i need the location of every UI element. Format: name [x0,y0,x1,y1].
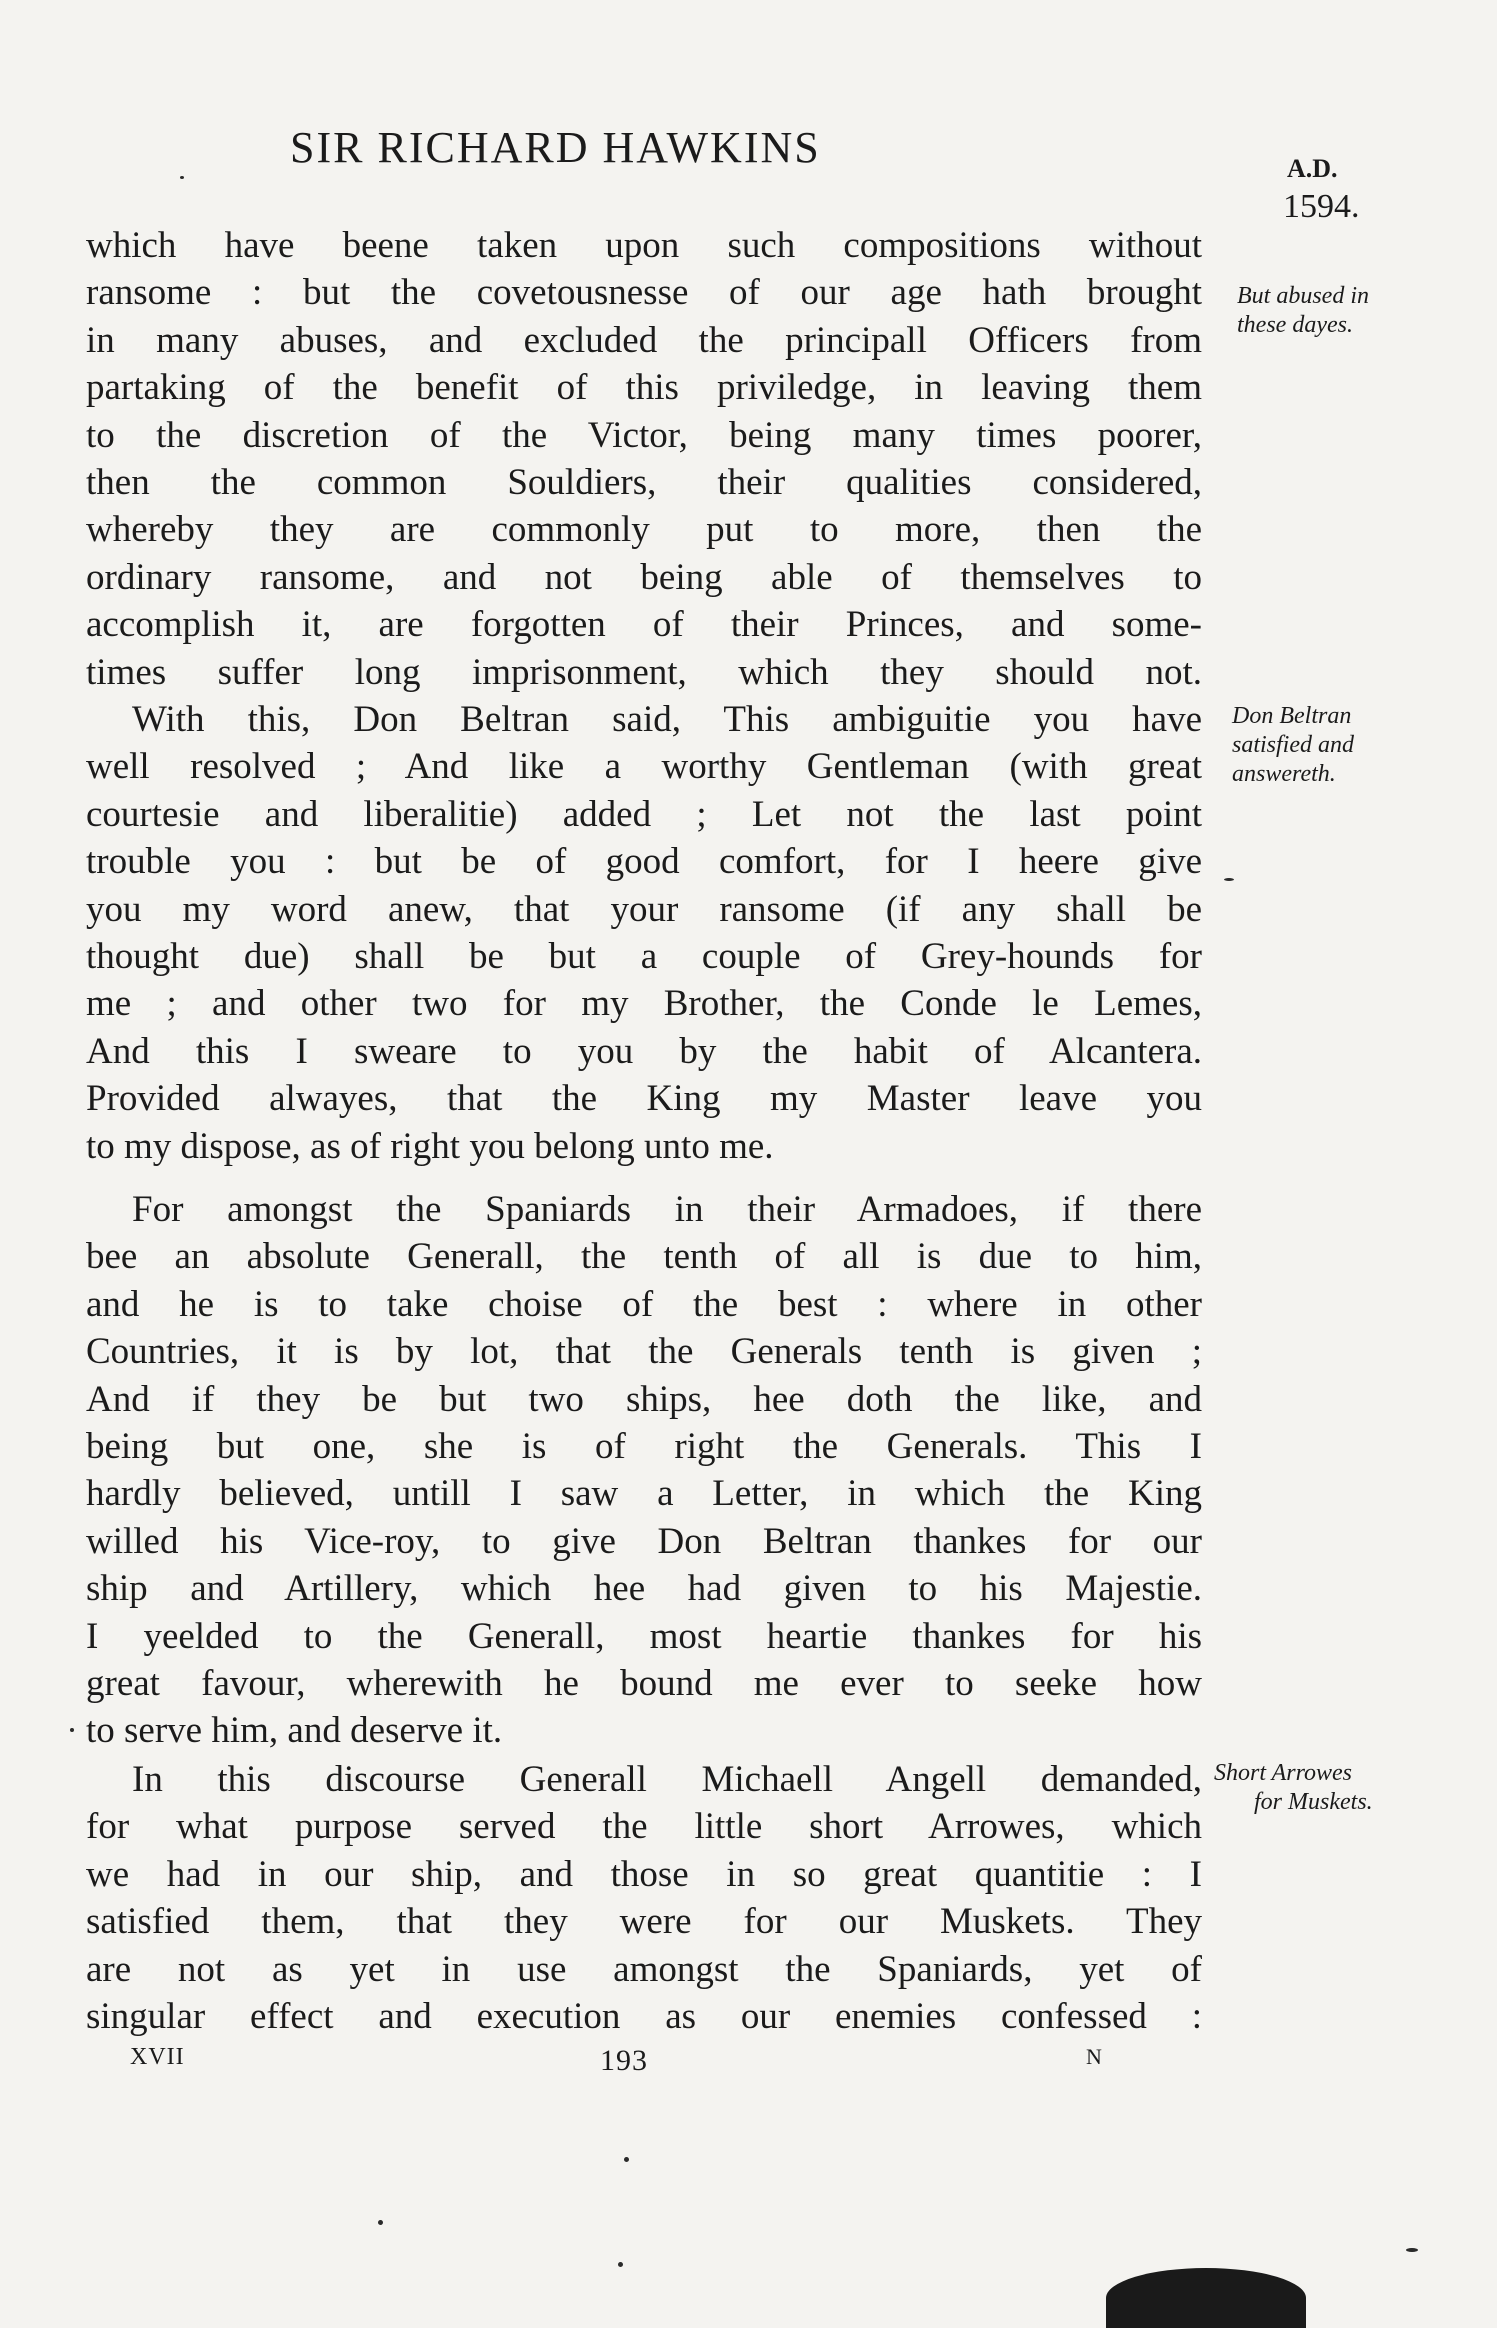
text-line: satisfied them, that they were for our Muskets. They [86,1901,1202,1943]
text-line: Countries, it is by lot, that the Generals tenth is given ; [86,1331,1202,1373]
scan-speck [180,176,184,179]
text-line: whereby they are commonly put to more, then the [86,509,1202,551]
note-line: But abused in [1237,283,1369,309]
scan-speck [70,1728,74,1732]
signature-letter: N [1086,2044,1103,2069]
year-label: 1594. [1283,188,1360,225]
text-line: you my word anew, that your ransome (if any shall be [86,888,1202,930]
text-line: in many abuses, and excluded the principall Officers from [86,319,1202,361]
text-line: being but one, she is of right the Generals. This I [86,1426,1202,1468]
text-line: For amongst the Spaniards in their Armadoes, if there [132,1189,1202,1230]
marginal-note-abuses [1237,282,1369,340]
text-line: trouble you : but be of good comfort, for I heere give [86,841,1202,883]
text-line: we had in our ship, and those in so great quantitie : I [86,1853,1202,1895]
text-line: ransome : but the covetousnesse of our age hath brought [86,272,1202,314]
paragraph-2 [86,696,1202,1170]
marginal-note-arrowes [1214,1759,1373,1817]
text-line: With this, Don Beltran said, This ambiguitie you have [132,699,1202,740]
note-line: Short Arrowes [1214,1760,1353,1786]
text-line: great favour, wherewith he bound me ever to seeke how [86,1663,1202,1705]
note-line: these dayes. [1237,312,1353,338]
text-line: singular effect and execution as our enemies confessed : [86,1996,1202,2038]
scan-speck [1406,2248,1418,2252]
scan-speck [1224,878,1234,881]
text-line: I yeelded to the Generall, most heartie thankes for his [86,1615,1202,1657]
text-line: In this discourse Generall Michaell Angell demanded, [132,1759,1202,1800]
text-line: And this I sweare to you by the habit of Alcantera. [86,1030,1202,1072]
note-line: answereth. [1232,761,1336,787]
text-line: hardly believed, untill I saw a Letter, in which the King [86,1473,1202,1515]
text-line: and he is to take choise of the best : where in other [86,1283,1202,1325]
date-margin [1283,150,1360,226]
text-line: ship and Artillery, which hee had given to his Majestie. [86,1568,1202,1610]
marginal-note-beltran [1232,702,1354,789]
text-line: to the discretion of the Victor, being many times poorer, [86,414,1202,456]
note-line: satisfied and [1232,732,1355,758]
paragraph-3 [86,1186,1202,1755]
scan-speck [618,2262,623,2267]
text-line: to my dispose, as of right you belong unto me. [86,1125,774,1167]
text-line: are not as yet in use amongst the Spaniards, yet of [86,1948,1202,1990]
text-line: to serve him, and deserve it. [86,1710,503,1752]
text-line: times suffer long imprisonment, which they should not. [86,651,1202,693]
text-line: courtesie and liberalitie) added ; Let not the last point [86,793,1202,835]
text-line: me ; and other two for my Brother, the Conde le Lemes, [86,983,1202,1025]
era-label: A.D. [1287,154,1338,183]
text-line: ordinary ransome, and not being able of themselves to [86,556,1202,598]
text-line: accomplish it, are forgotten of their Princes, and some- [86,604,1202,646]
note-line: for Muskets. [1254,1789,1373,1815]
scan-shadow [1106,2268,1306,2328]
text-line: thought due) shall be but a couple of Grey-hounds for [86,936,1202,978]
text-line: willed his Vice-roy, to give Don Beltran thankes for our [86,1520,1202,1562]
scan-speck [378,2220,383,2225]
text-line: partaking of the benefit of this priviledge, in leaving them [86,367,1202,409]
note-line: Don Beltran [1232,703,1352,729]
text-line: bee an absolute Generall, the tenth of all is due to him, [86,1236,1202,1278]
text-line: And if they be but two ships, hee doth the like, and [86,1378,1202,1420]
running-title: SIR RICHARD HAWKINS [290,123,821,172]
text-line: for what purpose served the little short Arrowes, which [86,1806,1202,1848]
text-line: then the common Souldiers, their qualities considered, [86,462,1202,504]
text-line: Provided alwayes, that the King my Master leave you [86,1078,1202,1120]
text-line: well resolved ; And like a worthy Gentleman (with great [86,746,1202,788]
text-line: which have beene taken upon such compositions without [86,225,1202,266]
paragraph-4 [86,1756,1202,2040]
scan-speck [624,2157,629,2162]
page-number: 193 [600,2044,648,2077]
signature-mark: XVII [130,2044,185,2070]
paragraph-1 [86,222,1202,696]
